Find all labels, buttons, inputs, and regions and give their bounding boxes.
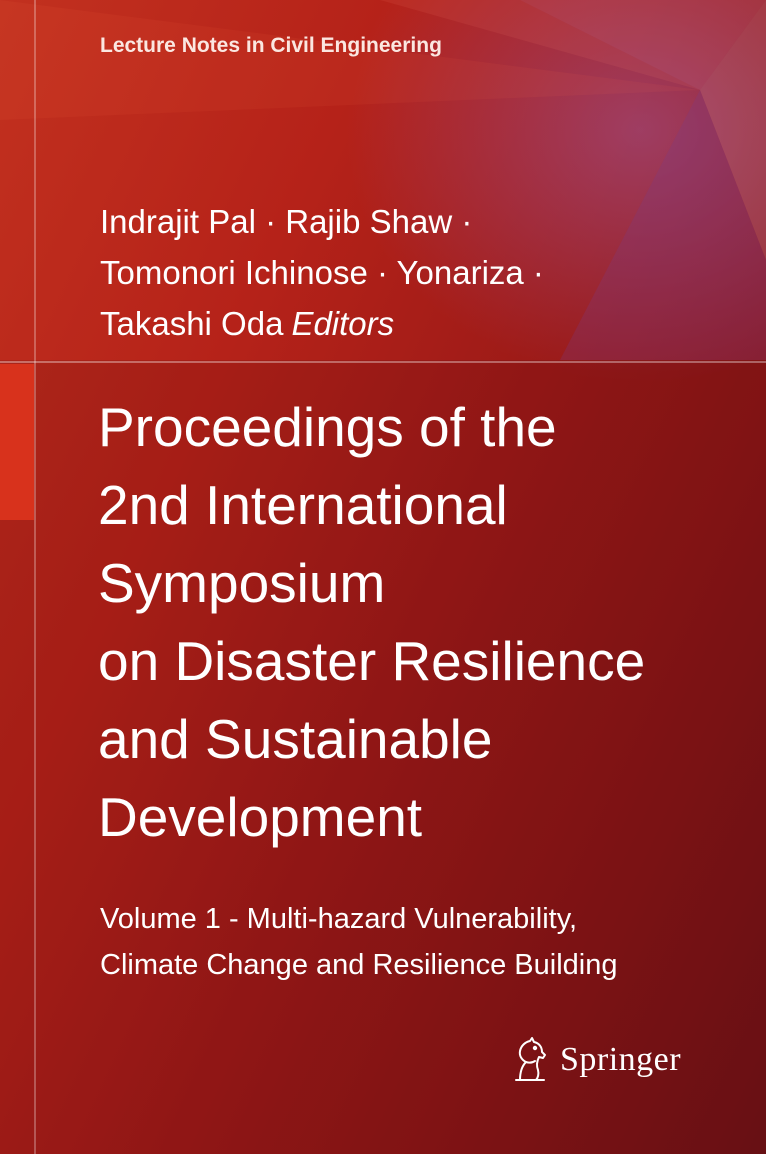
subtitle-line-1: Volume 1 - Multi-hazard Vulnerability, [100,903,578,935]
publisher-name: Springer [560,1041,682,1078]
title-line-3: Symposium [98,552,386,614]
book-title [98,388,645,856]
editors-role: Editors [291,305,395,342]
publisher-logo [508,1036,681,1084]
title-line-2: 2nd International [98,474,508,536]
title-line-6: Development [98,786,423,848]
book-subtitle [100,896,617,988]
series-name: Lecture Notes in Civil Engineering [100,34,442,57]
subtitle-line-2: Climate Change and Resilience Building [100,949,618,981]
accent-tab [0,364,34,520]
editors-line-3 [100,298,544,349]
editors-line-2: Tomonori Ichinose · Yonariza · [100,254,544,291]
springer-horse-icon [508,1036,552,1084]
editors-block [100,196,544,349]
title-line-5: and Sustainable [98,708,493,770]
title-line-1: Proceedings of the [98,396,557,458]
title-line-4: on Disaster Resilience [98,630,646,692]
editor-name: Takashi Oda [100,305,284,342]
editors-line-1: Indrajit Pal · Rajib Shaw · [100,203,473,240]
